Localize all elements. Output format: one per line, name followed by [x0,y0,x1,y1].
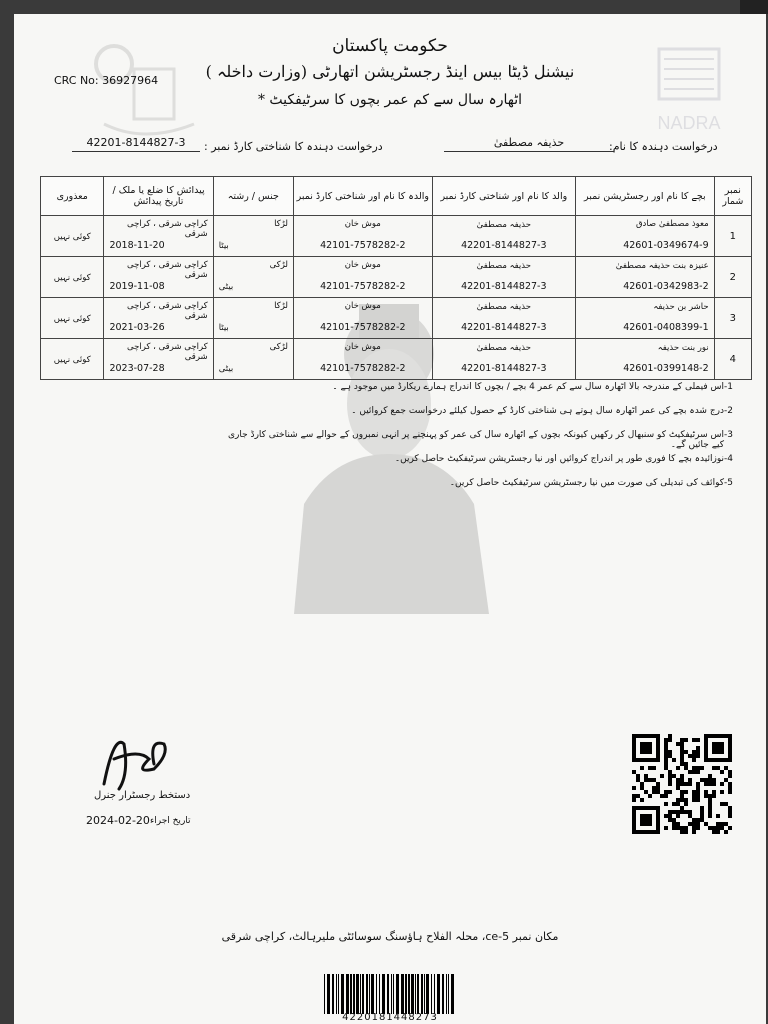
note-number: -2 [724,406,733,416]
serial-number: 1 [729,230,737,242]
certificate-title: اٹھارہ سال سے کم عمر بچوں کا سرٹیفکیٹ * [257,92,523,108]
note-item [214,382,754,406]
svg-text:NADRA: NADRA [657,113,721,133]
certificate-page [14,14,766,1024]
barcode [324,974,456,1014]
relation-value: بیٹا [218,323,229,333]
mother-cell [293,257,432,298]
disability-cell [41,257,104,298]
father-cell [432,216,575,257]
father-name: حذیفہ مصطفیٰ [476,343,531,353]
birth-cell [104,339,213,380]
mother-cell [293,216,432,257]
address-line: مکان نمبر ce-5، محلہ الفلاح ہاؤسنگ سوسائٹی ملیرہالٹ، کراچی شرقی [221,930,559,943]
disability-value: کوئی نہیں [53,231,91,242]
sex-cell [213,216,293,257]
col-child: بچے کا نام اور رجسٹریشن نمبر [576,177,715,216]
child-name: عنیزہ بنت حذیفہ مصطفیٰ [615,261,709,271]
child-name: حاشر بن حذیفہ [653,302,709,312]
disability-cell [41,298,104,339]
col-father: والد کا نام اور شناختی کارڈ نمبر [432,177,575,216]
sex-cell [213,257,293,298]
birth-date: 2018-11-20 [109,240,165,251]
mother-name: موش خان [344,301,381,311]
note-number: -1 [724,382,733,392]
mother-cnic: 42101-7578282-2 [320,240,406,251]
note-text: درج شدہ بچے کی عمر اٹھارہ سال ہوتے ہی شناختی کارڈ کے حصول کیلئے درخواست جمع کروائیں ۔ [351,406,724,416]
col-sex: جنس / رشتہ [213,177,293,216]
applicant-name-value: حذیفہ مصطفیٰ [444,136,614,152]
serial-cell [714,216,751,257]
child-registration-no: 42601-0408399-1 [623,322,709,333]
birth-date: 2019-11-08 [109,281,165,292]
table-row [41,339,752,380]
sex-cell [213,298,293,339]
issue-date-label: تاریخ اجراء [150,816,191,826]
child-cell [576,216,715,257]
sex-value: لڑکا [274,219,288,229]
relation-value: بیٹی [218,364,234,374]
child-name: معوذ مصطفیٰ صادق [635,219,709,229]
registrar-label: دستخط رجسٹرار جنرل [94,790,191,801]
applicant-cnic-value: 42201-8144827-3 [72,136,200,152]
note-item [214,454,754,478]
scan-edge [740,0,768,14]
child-cell [576,298,715,339]
mother-cell [293,298,432,339]
col-sno: نمبر شمار [714,177,751,216]
child-registration-no: 42601-0342983-2 [623,281,709,292]
father-name: حذیفہ مصطفیٰ [476,220,531,230]
mother-name: موش خان [344,342,381,352]
mother-cnic: 42101-7578282-2 [320,363,406,374]
mother-cnic: 42101-7578282-2 [320,322,406,333]
note-item [214,406,754,430]
serial-cell [714,257,751,298]
relation-value: بیٹی [218,282,234,292]
table-row [41,216,752,257]
disability-value: کوئی نہیں [53,313,91,324]
note-item [214,478,754,502]
disability-value: کوئی نہیں [53,272,91,283]
serial-cell [714,298,751,339]
mother-name: موش خان [344,219,381,229]
note-text: کوائف کی تبدیلی کی صورت میں نیا رجسٹریشن سرٹیفکیٹ حاصل کریں۔ [449,478,724,488]
father-cell [432,257,575,298]
child-cell [576,339,715,380]
col-birth: پیدائش کا ضلع یا ملک / تاریخ پیدائش [104,177,213,216]
note-text: اس فیملی کے مندرجہ بالا اٹھارہ سال سے کم عمر 4 بچے / بچوں کا اندراج ہمارے ریکارڈ میں موجود ہے ۔ [332,382,724,392]
crc-number: CRC No: 36927964 [54,74,159,87]
note-number: -3 [724,430,733,440]
note-text: نوزائیدہ بچے کا فوری طور پر اندراج کروائیں اور نیا رجسٹریشن سرٹیفکیٹ حاصل کریں۔ [394,454,724,464]
mother-cell [293,339,432,380]
table-header-row [41,177,752,216]
sex-value: لڑکا [274,301,288,311]
father-name: حذیفہ مصطفیٰ [476,261,531,271]
note-text: اس سرٹیفکیٹ کو سنبھال کر رکھیں کیونکہ بچوں کے اٹھارہ سال کی عمر کو پہنچنے پر انہی نمبروں کے حوالے سے شناختی کارڈ جاری کیے جائیں گے۔ [228,430,724,450]
mother-name: موش خان [344,260,381,270]
disability-cell [41,339,104,380]
birth-place: کراچی شرقی ، کراچی شرقی [127,342,208,362]
father-cnic: 42201-8144827-3 [461,322,547,333]
serial-number: 2 [729,271,737,283]
barcode-number: 4220181448273 [342,1012,438,1023]
applicant-name-label: درخواست دہندہ کا نام: [609,140,718,153]
applicant-cnic-label: درخواست دہندہ کا شناختی کارڈ نمبر : [204,140,383,153]
notes-list [214,382,754,502]
sex-cell [213,339,293,380]
disability-value: کوئی نہیں [53,354,91,365]
child-name: نور بنت حذیفہ [657,343,709,353]
sex-value: لڑکی [269,342,288,352]
issue-date-value: 2024-02-20 [86,814,150,827]
government-title: حکومت پاکستان [332,36,448,56]
note-number: -4 [724,454,733,464]
birth-cell [104,257,213,298]
note-number: -5 [724,478,733,488]
child-registration-no: 42601-0399148-2 [623,363,709,374]
birth-place: کراچی شرقی ، کراچی شرقی [127,301,208,321]
father-cnic: 42201-8144827-3 [461,363,547,374]
qr-code [632,734,732,834]
father-cnic: 42201-8144827-3 [461,281,547,292]
birth-date: 2023-07-28 [109,363,165,374]
disability-cell [41,216,104,257]
table-row [41,298,752,339]
birth-cell [104,298,213,339]
child-cell [576,257,715,298]
children-registration-table [40,176,752,380]
authority-title: نیشنل ڈیٹا بیس اینڈ رجسٹریشن اتھارٹی (وزارت داخلہ ) [205,62,575,81]
father-name: حذیفہ مصطفیٰ [476,302,531,312]
col-mother: والدہ کا نام اور شناختی کارڈ نمبر [293,177,432,216]
birth-place: کراچی شرقی ، کراچی شرقی [127,219,208,239]
table-row [41,257,752,298]
child-registration-no: 42601-0349674-9 [623,240,709,251]
father-cnic: 42201-8144827-3 [461,240,547,251]
father-cell [432,339,575,380]
serial-number: 3 [729,312,737,324]
birth-date: 2021-03-26 [109,322,165,333]
father-cell [432,298,575,339]
sex-value: لڑکی [269,260,288,270]
mother-cnic: 42101-7578282-2 [320,281,406,292]
birth-place: کراچی شرقی ، کراچی شرقی [127,260,208,280]
birth-cell [104,216,213,257]
note-item [214,430,754,454]
serial-number: 4 [729,353,737,365]
serial-cell [714,339,751,380]
col-disability: معذوری [41,177,104,216]
relation-value: بیٹا [218,241,229,251]
